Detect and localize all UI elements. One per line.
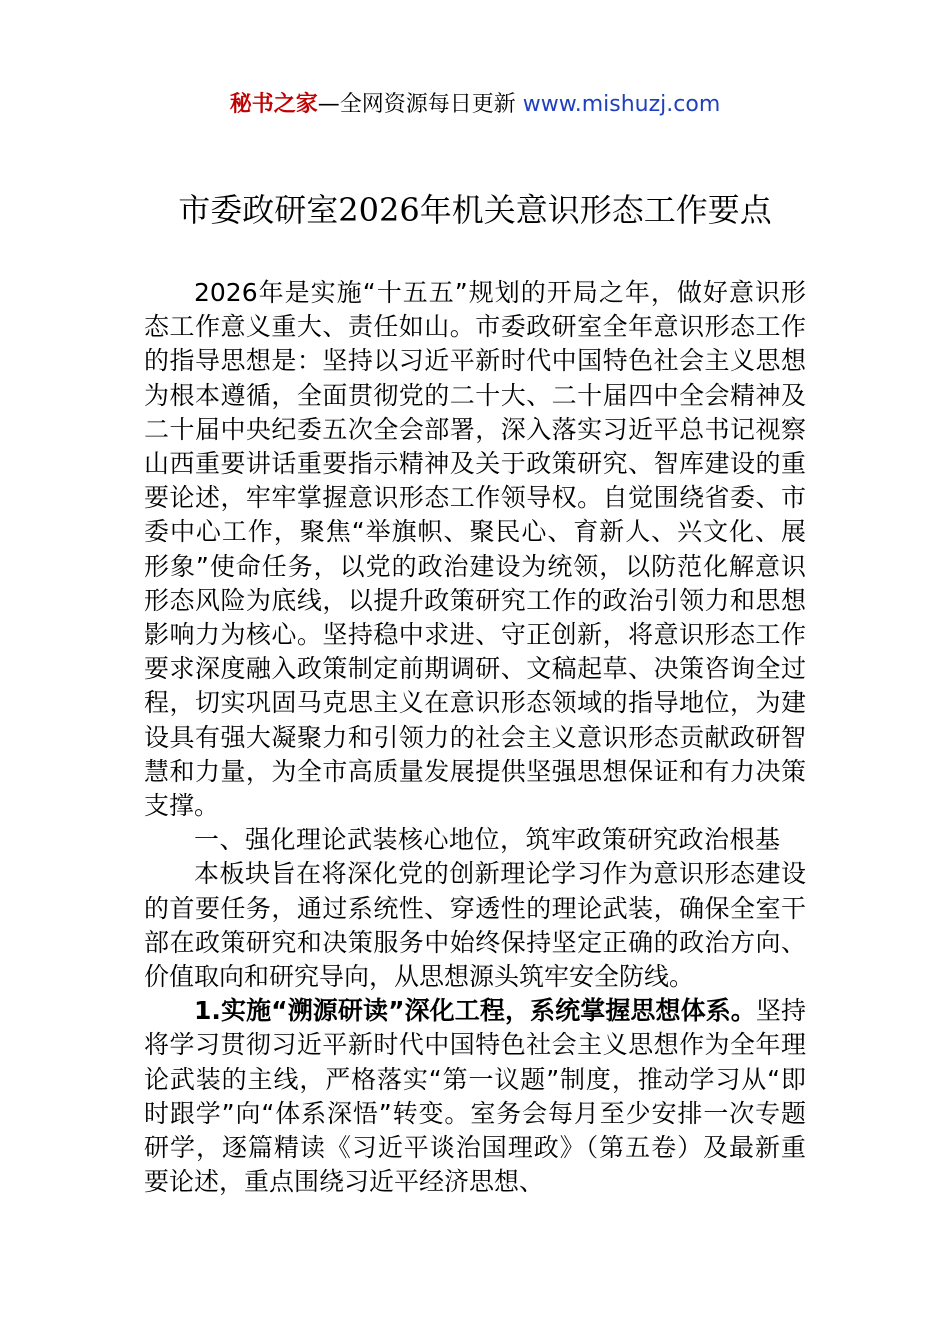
section-1-heading: 一、强化理论武装核心地位，筑牢政策研究政治根基 (194, 825, 781, 855)
site-url-link[interactable]: www.mishuzj.com (522, 92, 721, 117)
section-1-intro-paragraph: 本板块旨在将深化党的创新理论学习作为意识形态建设的首要任务，通过系统性、穿透性的理论武装，确保全室干部在政策研究和决策服务中始终保持坚定正确的政治方向、价值取向和研究导向，从思想源头筑牢安全防线。 (144, 859, 806, 992)
document-body (144, 276, 806, 1199)
document-title: 市委政研室2026年机关意识形态工作要点 (178, 191, 772, 229)
item-1-body: 坚持将学习贯彻习近平新时代中国特色社会主义思想作为全年理论武装的主线，严格落实“第一议题”制度，推动学习从“即时跟学”向“体系深悟”转变。室务会每月至少安排一次专题研学，逐篇精读《习近平谈治国理政》（第五卷）及最新重要论述，重点围绕习近平经济思想、 (144, 996, 806, 1197)
item-1-paragraph (144, 994, 806, 1199)
site-header (0, 90, 950, 120)
item-1-lead: 1.实施“溯源研读”深化工程，系统掌握思想体系。 (194, 996, 756, 1026)
site-name: 秘书之家 (229, 92, 318, 117)
intro-paragraph: 2026年是实施“十五五”规划的开局之年，做好意识形态工作意义重大、责任如山。市委政研室全年意识形态工作的指导思想是：坚持以习近平新时代中国特色社会主义思想为根本遵循，全面贯彻党的二十大、二十届四中全会精神及二十届中央纪委五次全会部署，深入落实习近平总书记视察山西重要讲话重要指示精神及关于政策研究、智库建设的重要论述，牢牢掌握意识形态工作领导权。自觉围绕省委、市委中心工作，聚焦“举旗帜、聚民心、育新人、兴文化、展形象”使命任务，以党的政治建设为统领，以防范化解意识形态风险为底线，以提升政策研究工作的政治引领力和思想影响力为核心。坚持稳中求进、守正创新，将意识形态工作要求深度融入政策制定前期调研、文稿起草、决策咨询全过程，切实巩固马克思主义在意识形态领域的指导地位，为建设具有强大凝聚力和引领力的社会主义意识形态贡献政研智慧和力量，为全市高质量发展提供坚强思想保证和有力决策支撑。 (144, 278, 806, 821)
site-slogan: —全网资源每日更新 (317, 92, 516, 117)
